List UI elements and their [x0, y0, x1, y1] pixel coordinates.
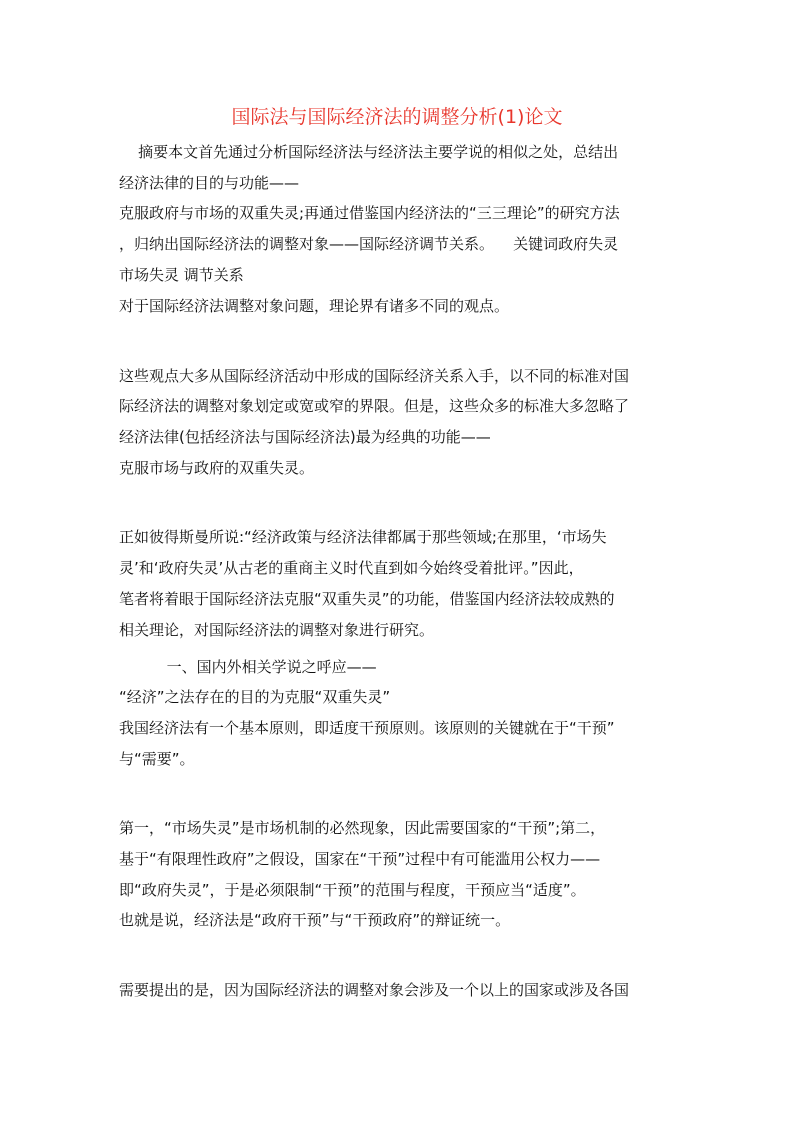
section-heading-1-subtitle: “经济”之法存在的目的为克服“双重失灵” [119, 688, 391, 706]
paragraph-5-line-1: 第一，“市场失灵”是市场机制的必然现象，因此需要国家的“干预”;第二， [119, 819, 606, 837]
paragraph-3-line-1: 正如彼得斯曼所说:“经济政策与经济法律都属于那些领域;在那里，‘市场失 [119, 528, 607, 546]
section-heading-1: 一、国内外相关学说之呼应—— [119, 658, 377, 676]
paragraph-5-line-3: 即“政府失灵”，于是必须限制“干预”的范围与程度，干预应当“适度”。 [119, 881, 586, 899]
keywords-line: 市场失灵 调节关系 [119, 266, 244, 284]
abstract-line-3: 克服政府与市场的双重失灵;再通过借鉴国内经济法的“三三理论”的研究方法 [119, 204, 620, 222]
abstract-line-4: ，归纳出国际经济法的调整对象——国际经济调节关系。 关键词政府失灵 [119, 235, 619, 253]
paragraph-2-line-1: 这些观点大多从国际经济活动中形成的国际经济关系入手，以不同的标准对国 [119, 367, 630, 385]
paragraph-2-line-4: 克服市场与政府的双重失灵。 [119, 459, 315, 477]
paragraph-5-line-4: 也就是说，经济法是“政府干预”与“干预政府”的辩证统一。 [119, 911, 511, 929]
paragraph-3-line-2: 灵’和‘政府失灵’从古老的重商主义时代直到如今始终受着批评。”因此， [119, 559, 584, 577]
paragraph-1-line-1: 对于国际经济法调整对象问题，理论界有诸多不同的观点。 [119, 297, 510, 315]
paragraph-3-line-3: 笔者将着眼于国际经济法克服“双重失灵”的功能，借鉴国内经济法较成熟的 [119, 590, 615, 608]
abstract-line-1: 摘要本文首先通过分析国际经济法与经济法主要学说的相似之处，总结出 [119, 143, 619, 161]
paragraph-3-line-4: 相关理论，对国际经济法的调整对象进行研究。 [119, 621, 435, 639]
paragraph-6-line-1: 需要提出的是，因为国际经济法的调整对象会涉及一个以上的国家或涉及各国 [119, 981, 630, 999]
document-title: 国际法与国际经济法的调整分析(1)论文 [231, 106, 563, 128]
paragraph-2-line-3: 经济法律(包括经济法与国际经济法)最为经典的功能—— [119, 428, 491, 446]
paragraph-4-line-2: 与“需要”。 [119, 750, 195, 768]
paragraph-5-line-2: 基于“有限理性政府”之假设，国家在“干预”过程中有可能滥用公权力—— [119, 850, 601, 868]
paragraph-4-line-1: 我国经济法有一个基本原则，即适度干预原则。该原则的关键就在于“干预” [119, 719, 615, 737]
abstract-line-2: 经济法律的目的与功能—— [119, 174, 300, 192]
paragraph-2-line-2: 际经济法的调整对象划定或宽或窄的界限。但是，这些众多的标准大多忽略了 [119, 397, 630, 415]
